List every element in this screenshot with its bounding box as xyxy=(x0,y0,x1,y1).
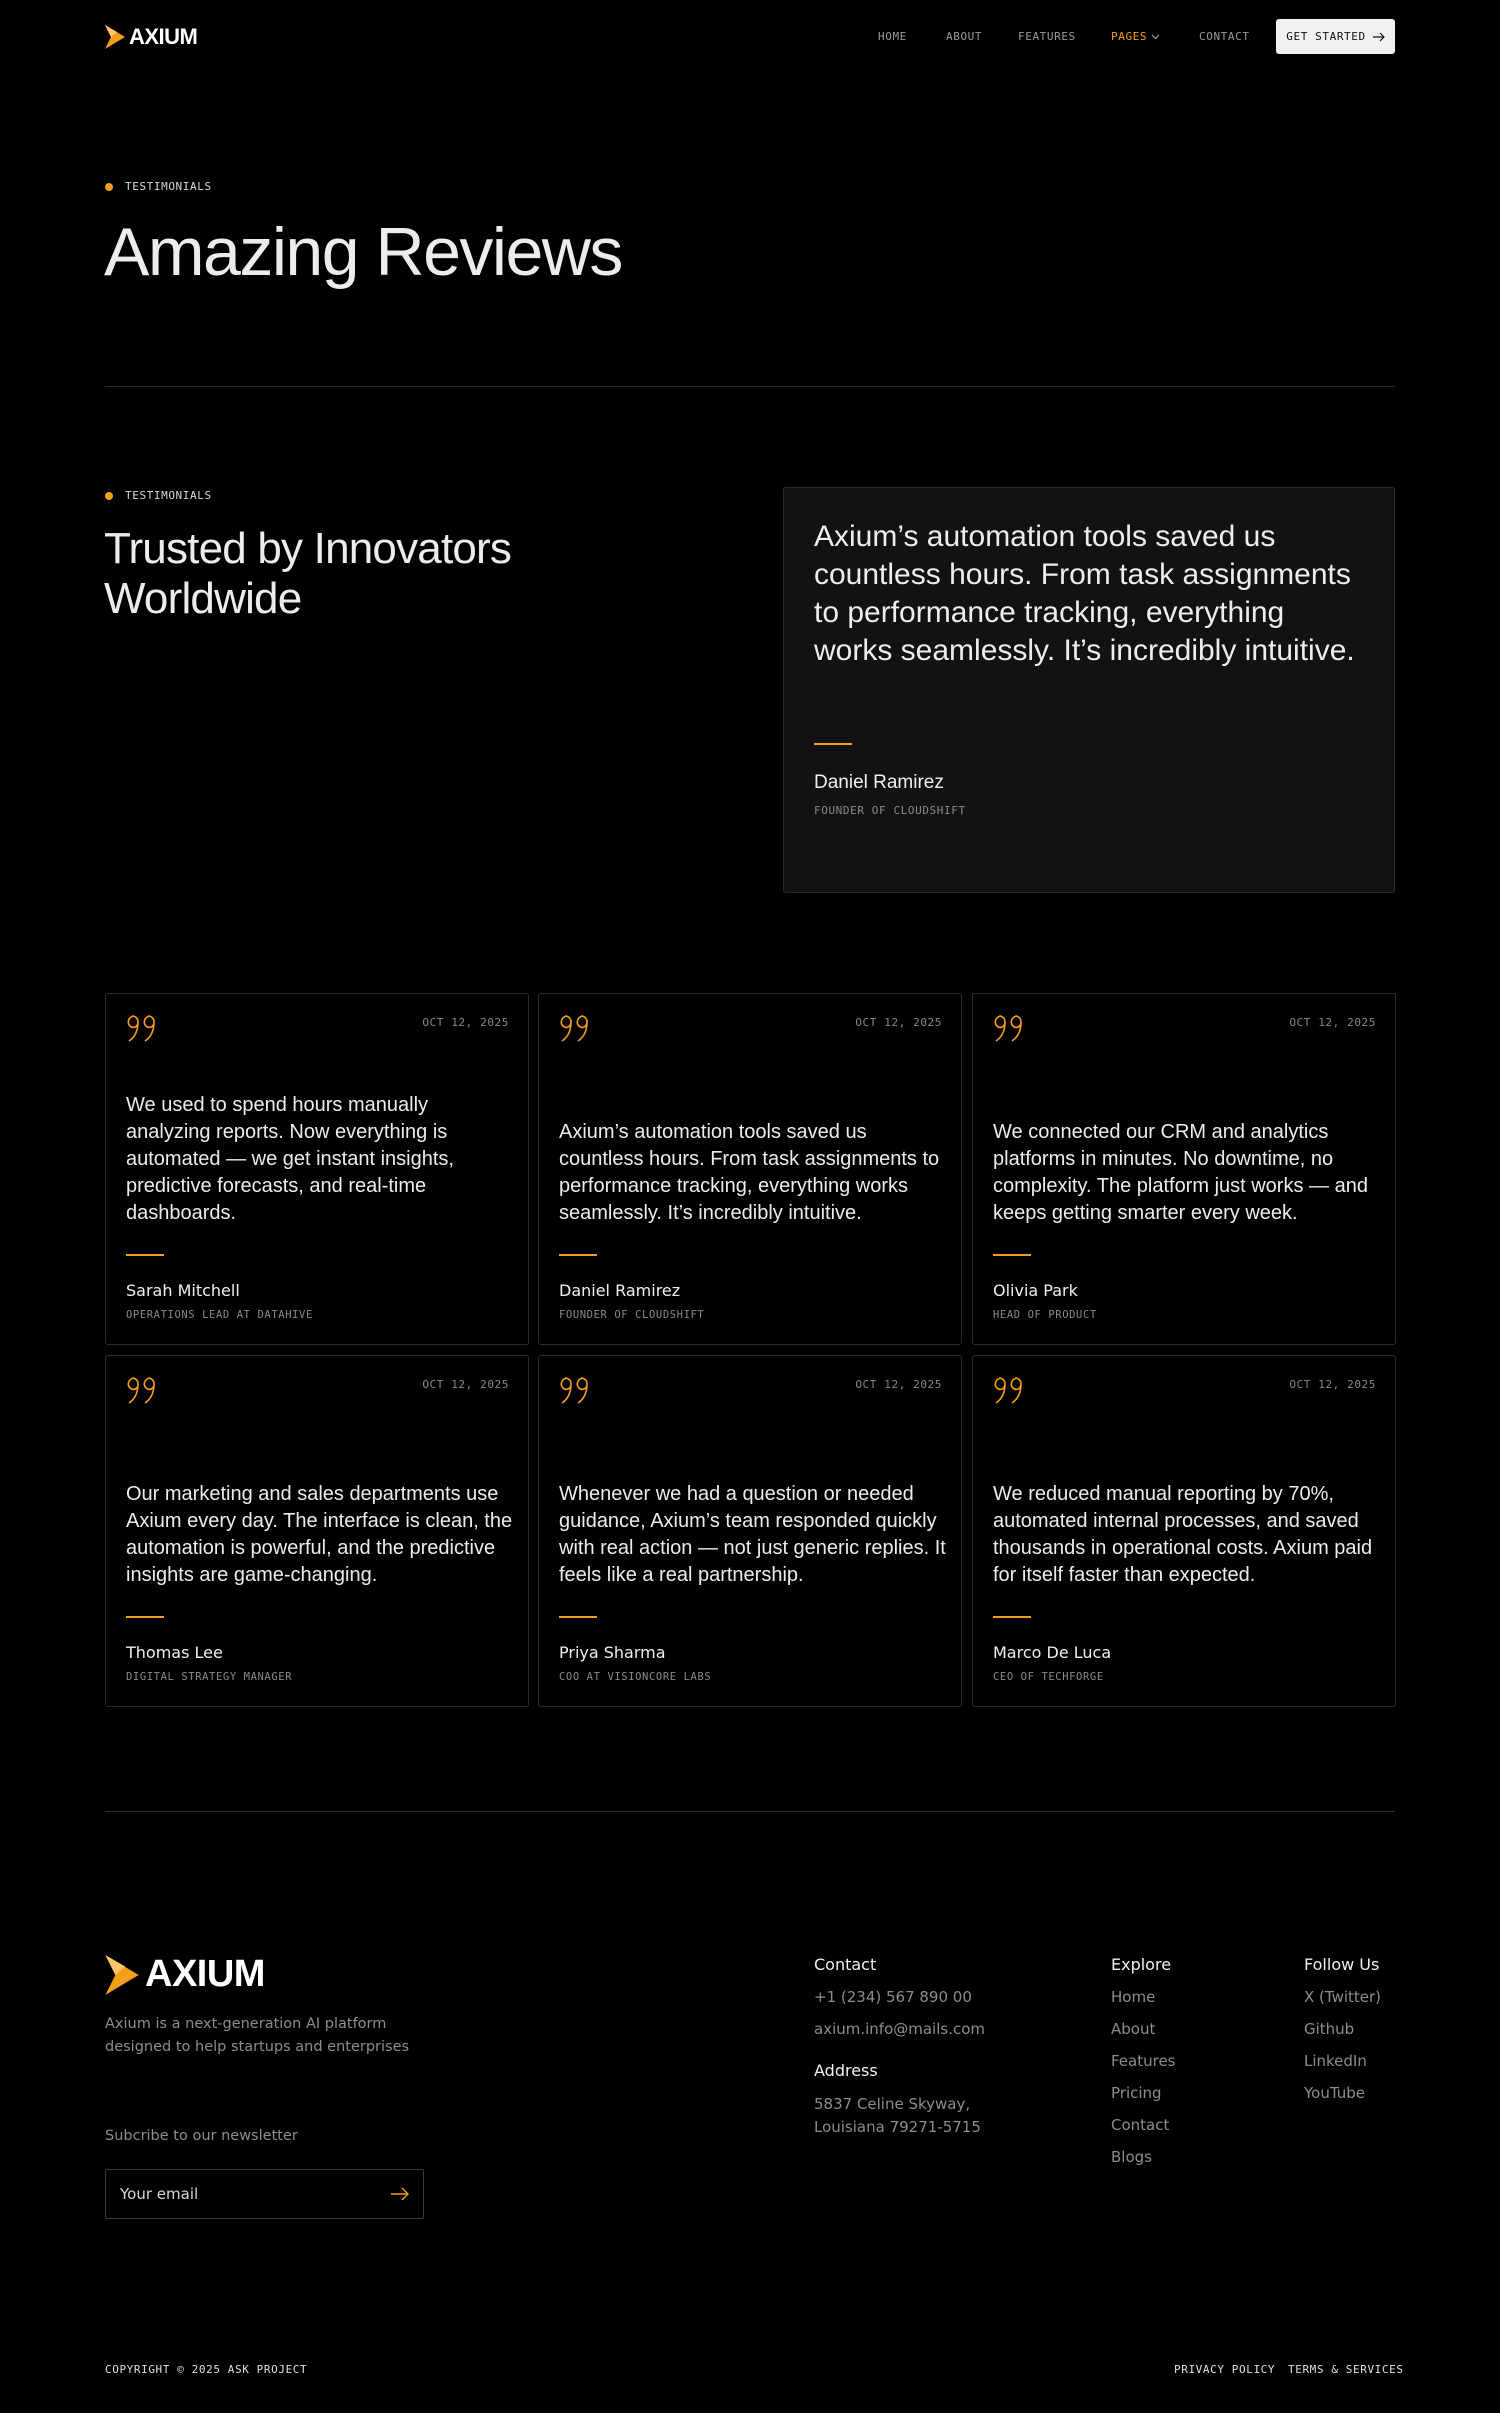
footer-follow-heading: Follow Us xyxy=(1304,1955,1380,1974)
get-started-label: GET STARTED xyxy=(1286,30,1366,43)
footer-explore-heading: Explore xyxy=(1111,1955,1172,1974)
featured-role: FOUNDER OF CLOUDSHIFT xyxy=(814,804,966,817)
accent-divider xyxy=(559,1616,597,1618)
footer-address xyxy=(814,2093,981,2139)
testimonial-name: Priya Sharma xyxy=(559,1643,666,1662)
testimonial-role: CEO OF TECHFORGE xyxy=(993,1671,1104,1683)
eyebrow-dot xyxy=(105,183,113,191)
nav-about[interactable]: ABOUT xyxy=(946,30,983,43)
accent-divider xyxy=(993,1254,1031,1256)
footer-link-twitter[interactable]: X (Twitter) xyxy=(1304,1988,1382,2006)
testimonial-role: HEAD OF PRODUCT xyxy=(993,1309,1097,1321)
testimonial-name: Olivia Park xyxy=(993,1281,1078,1300)
testimonial-quote: Axium’s automation tools saved us countless hours. From task assignments to performance tracking, everything works seamlessly. It’s incredibly intuitive. xyxy=(559,1121,940,1224)
testimonial-card xyxy=(105,1355,529,1707)
header-brand-name: AXIUM xyxy=(129,24,198,49)
testimonial-card xyxy=(972,1355,1396,1707)
featured-name: Daniel Ramirez xyxy=(814,772,944,793)
footer-address-line2: Louisiana 79271-5715 xyxy=(814,2118,981,2136)
testimonial-quote: Our marketing and sales departments use Axium every day. The interface is clean, the automation is powerful, and the predictive insights are game-changing. xyxy=(126,1483,513,1586)
testimonial-quote: We used to spend hours manually analyzing reports. Now everything is automated — we get instant insights, predictive forecasts, and real-time dashboards. xyxy=(126,1094,454,1224)
testimonial-date: OCT 12, 2025 xyxy=(855,1016,942,1029)
footer-tagline-line1: Axium is a next-generation AI platform xyxy=(105,2016,387,2032)
footer-logo[interactable] xyxy=(105,1953,265,1996)
testimonial-quote: Whenever we had a question or needed guidance, Axium’s team responded quickly with real action — not just generic replies. It feels like a real partnership. xyxy=(559,1483,946,1586)
testimonial-name: Marco De Luca xyxy=(993,1643,1112,1662)
newsletter-label: Subcribe to our newsletter xyxy=(105,2128,298,2144)
hero-eyebrow xyxy=(105,180,212,193)
quote-mark-icon xyxy=(993,1014,1027,1044)
footer-address-line1: 5837 Celine Skyway, xyxy=(814,2095,971,2113)
testimonial-card xyxy=(972,993,1396,1345)
newsletter-email-input[interactable] xyxy=(120,2185,391,2203)
trusted-heading xyxy=(104,524,511,624)
trusted-heading-line1: Trusted by Innovators xyxy=(104,524,512,573)
quote-mark-icon xyxy=(993,1376,1027,1406)
quote-mark-icon xyxy=(126,1014,160,1044)
newsletter-form xyxy=(105,2169,424,2219)
footer-link-blogs[interactable]: Blogs xyxy=(1111,2148,1152,2166)
testimonial-name: Thomas Lee xyxy=(126,1643,223,1662)
testimonial-role: DIGITAL STRATEGY MANAGER xyxy=(126,1671,293,1683)
testimonial-date: OCT 12, 2025 xyxy=(422,1016,509,1029)
footer-link-linkedin[interactable]: LinkedIn xyxy=(1304,2052,1367,2070)
footer-link-pricing[interactable]: Pricing xyxy=(1111,2084,1162,2102)
footer-link-github[interactable]: Github xyxy=(1304,2020,1355,2038)
accent-divider xyxy=(559,1254,597,1256)
nav-features[interactable]: FEATURES xyxy=(1018,30,1076,43)
testimonial-quote: We connected our CRM and analytics platforms in minutes. No downtime, no complexity. The platform just works — and keeps getting smarter every week. xyxy=(993,1121,1368,1224)
testimonial-name: Daniel Ramirez xyxy=(559,1281,681,1300)
testimonial-role: FOUNDER OF CLOUDSHIFT xyxy=(559,1309,705,1321)
footer-contact-heading: Contact xyxy=(814,1955,877,1974)
footer-link-contact[interactable]: Contact xyxy=(1111,2116,1170,2134)
arrow-right-icon[interactable] xyxy=(391,2187,409,2201)
nav-home[interactable]: HOME xyxy=(878,30,907,43)
trusted-eyebrow xyxy=(105,489,212,502)
footer-link-youtube[interactable]: YouTube xyxy=(1304,2084,1365,2102)
get-started-button[interactable] xyxy=(1276,19,1395,54)
accent-divider xyxy=(814,743,852,745)
accent-divider xyxy=(126,1616,164,1618)
footer-link-features[interactable]: Features xyxy=(1111,2052,1176,2070)
footer-link-home[interactable]: Home xyxy=(1111,1988,1156,2006)
footer-link-about[interactable]: About xyxy=(1111,2020,1156,2038)
featured-quote: Axium’s automation tools saved us countless hours. From task assignments to performance tracking, everything works seamlessly. It’s incredibly intuitive. xyxy=(814,520,1355,667)
accent-divider xyxy=(126,1254,164,1256)
privacy-policy-link[interactable]: PRIVACY POLICY xyxy=(1174,2363,1276,2376)
featured-testimonial-card xyxy=(783,487,1395,893)
section-divider xyxy=(105,386,1395,387)
nav-contact[interactable]: CONTACT xyxy=(1199,30,1250,43)
trusted-heading-line2: Worldwide xyxy=(104,574,302,623)
eyebrow-dot xyxy=(105,492,113,500)
testimonial-card xyxy=(538,993,962,1345)
accent-divider xyxy=(993,1616,1031,1618)
testimonial-role: COO AT VISIONCORE LABS xyxy=(559,1671,712,1683)
testimonial-date: OCT 12, 2025 xyxy=(1289,1378,1376,1391)
quote-mark-icon xyxy=(126,1376,160,1406)
chevron-down-icon xyxy=(1151,34,1160,40)
testimonial-role: OPERATIONS LEAD AT DATAHIVE xyxy=(126,1309,313,1321)
hero-eyebrow-label: TESTIMONIALS xyxy=(125,180,212,193)
footer-tagline xyxy=(105,2013,409,2059)
trusted-eyebrow-label: TESTIMONIALS xyxy=(125,489,212,502)
footer-tagline-line2: designed to help startups and enterprises xyxy=(105,2039,410,2055)
header-logo[interactable] xyxy=(105,24,197,50)
footer-brand-name: AXIUM xyxy=(145,1953,265,1995)
testimonial-card xyxy=(538,1355,962,1707)
footer-email[interactable]: axium.info@mails.com xyxy=(814,2020,986,2038)
testimonial-quote: We reduced manual reporting by 70%, automated internal processes, and saved thousands in operational costs. Axium paid for itself faster than expected. xyxy=(993,1483,1373,1586)
testimonial-date: OCT 12, 2025 xyxy=(855,1378,942,1391)
page-title: Amazing Reviews xyxy=(104,214,622,290)
arrow-right-icon xyxy=(1373,32,1385,42)
footer-phone[interactable]: +1 (234) 567 890 00 xyxy=(814,1988,972,2006)
quote-mark-icon xyxy=(559,1014,593,1044)
testimonial-card xyxy=(105,993,529,1345)
arrowhead-logo-icon xyxy=(105,25,125,49)
quote-mark-icon xyxy=(559,1376,593,1406)
testimonial-date: OCT 12, 2025 xyxy=(1289,1016,1376,1029)
footer-address-heading: Address xyxy=(814,2061,878,2080)
testimonial-date: OCT 12, 2025 xyxy=(422,1378,509,1391)
nav-pages[interactable] xyxy=(1111,30,1160,43)
copyright: COPYRIGHT © 2025 ASK PROJECT xyxy=(105,2363,308,2376)
nav-pages-label: PAGES xyxy=(1111,30,1148,43)
arrowhead-logo-icon xyxy=(105,1955,139,1995)
testimonial-name: Sarah Mitchell xyxy=(126,1281,240,1300)
terms-link[interactable]: TERMS & SERVICES xyxy=(1288,2363,1404,2376)
section-divider xyxy=(105,1811,1395,1812)
